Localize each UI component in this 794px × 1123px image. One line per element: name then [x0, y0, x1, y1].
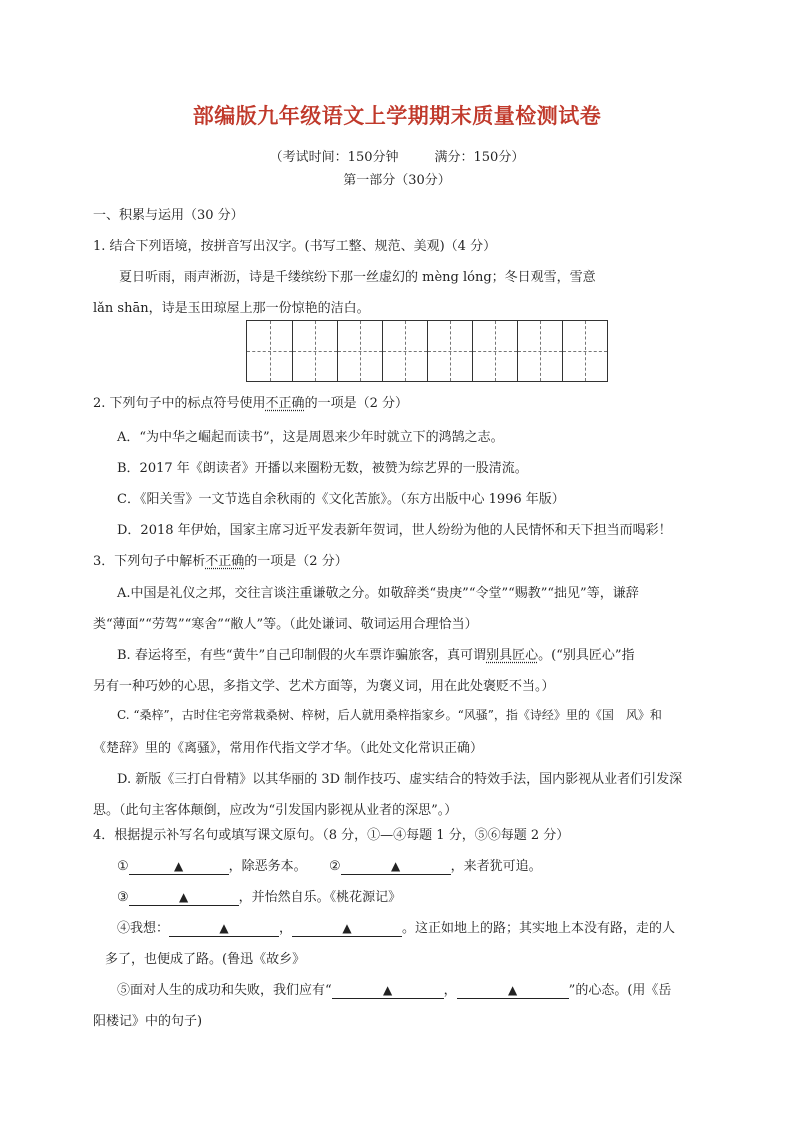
- q3-option-c-line1: C. “桑梓”，古时住宅旁常栽桑树、梓树，后人就用桑梓指家乡。“风骚”，指《诗经》里的《国 风》和: [117, 708, 662, 722]
- q3-stem: [93, 550, 348, 569]
- answer-marker-icon: ▲: [383, 983, 393, 997]
- q4-blank-5b[interactable]: [457, 984, 569, 999]
- q4-item2-text: ，来者犹可追。: [450, 859, 542, 874]
- q4-item4-pre: ④我想：: [117, 921, 170, 936]
- q2-option-a: A．“为中华之崛起而读书”，这是周恩来少年时就立下的鸿鹄之志。: [117, 430, 504, 445]
- q3-option-d-line1: D. 新版《三打白骨精》以其华丽的 3D 制作技巧、虚实结合的特效手法，国内影视从业者们引发深: [117, 772, 683, 787]
- grid-cell[interactable]: [247, 321, 292, 381]
- q1-text-line2: lǎn shān，诗是玉田琼屋上那一份惊艳的洁白。: [93, 301, 370, 316]
- q4-item-5-line2: 阳楼记》中的句子): [93, 1014, 203, 1029]
- part-heading: 第一部分（30分）: [343, 173, 451, 188]
- q4-item5-pre: ⑤面对人生的成功和失败，我们应有“: [117, 983, 332, 998]
- q3-option-b-line1: [117, 644, 635, 663]
- q3-option-c-line2: 《楚辞》里的《离骚》，常用作代指文学才华。（此处文化常识正确）: [93, 741, 484, 756]
- section-heading: 一、积累与运用（30 分）: [93, 208, 244, 223]
- answer-marker-icon: ▲: [390, 859, 401, 873]
- exam-time: （考试时间：150分钟: [269, 150, 399, 165]
- page-title: 部编版九年级语文上学期期末质量检测试卷: [192, 103, 602, 128]
- q4-item-1-2: [117, 855, 542, 875]
- q3-option-b-line2: 另有一种巧妙的心思，多指文学、艺术方面等，为褒义词，用在此处褒贬不当。）: [93, 679, 555, 694]
- q3-b-emphasis: 别具匠心: [486, 648, 539, 663]
- grid-cell[interactable]: [337, 321, 382, 381]
- q4-item-5: [117, 979, 671, 999]
- q4-blank-2[interactable]: [341, 860, 451, 875]
- grid-cell[interactable]: [562, 321, 607, 381]
- q3-option-a-line1: A.中国是礼仪之邦，交往言谈注重谦敬之分。如敬辞类“贵庚”“令堂”“赐教”“拙见”等，谦辞: [117, 586, 639, 601]
- grid-cell[interactable]: [292, 321, 337, 381]
- answer-marker-icon: ▲: [174, 859, 184, 873]
- answer-marker-icon: ▲: [342, 921, 352, 935]
- q4-item2-label: ②: [328, 859, 341, 874]
- grid-cell[interactable]: [382, 321, 427, 381]
- answer-marker-icon: ▲: [219, 921, 229, 935]
- q4-item-4-line2: 多了，也便成了路。(鲁迅《故乡》: [105, 952, 306, 967]
- q3-b-post: 。(“别具匠心”指: [538, 648, 635, 663]
- q4-blank-1[interactable]: [129, 860, 229, 875]
- q2-option-b: B．2017 年《朗读者》开播以来圈粉无数，被赞为综艺界的一股清流。: [117, 461, 528, 476]
- q4-item5-post: ”的心态。(用《岳: [568, 983, 672, 998]
- q4-blank-5a[interactable]: [332, 984, 444, 999]
- q4-blank-4a[interactable]: [169, 922, 279, 937]
- q4-item1-label: ①: [117, 859, 129, 874]
- q3-option-a-line2: 类“薄面”“劳驾”“寒舍”“敝人”等。（此处谦词、敬词运用合理恰当）: [93, 617, 478, 632]
- answer-grid[interactable]: [246, 320, 608, 382]
- q2-stem-pre: 2. 下列句子中的标点符号使用: [93, 396, 266, 411]
- q4-item-3: [117, 886, 401, 906]
- q3-stem-post: 的一项是（2 分）: [244, 554, 348, 569]
- answer-marker-icon: ▲: [179, 890, 189, 904]
- q4-item3-text: ，并怡然自乐。《桃花源记》: [238, 890, 402, 905]
- q2-option-c: C．《阳关雪》一文节选自余秋雨的《文化苦旅》。（东方出版中心 1996 年版）: [117, 492, 565, 507]
- q4-item1-text: ，除恶务本。: [228, 859, 307, 874]
- q2-option-d: D．2018 年伊始，国家主席习近平发表新年贺词，世人纷纷为他的人民情怀和天下担当而喝彩！: [117, 523, 672, 538]
- grid-cell[interactable]: [517, 321, 562, 381]
- q2-stem-post: 的一项是（2 分）: [304, 396, 408, 411]
- answer-marker-icon: ▲: [508, 983, 518, 997]
- q4-item-4: [117, 917, 675, 937]
- grid-cell[interactable]: [472, 321, 517, 381]
- q3-stem-pre: 3．下列句子中解析: [93, 554, 206, 569]
- q4-blank-4b[interactable]: [292, 922, 402, 937]
- q4-item4-mid: ，: [279, 921, 293, 936]
- exam-score: 满分：150分）: [434, 150, 525, 165]
- q2-stem-emphasis: 不正确: [265, 396, 305, 411]
- q4-item3-label: ③: [117, 890, 129, 905]
- q1-stem: 1. 结合下列语境，按拼音写出汉字。(书写工整、规范、美观)（4 分）: [93, 239, 497, 254]
- q4-stem: 4．根据提示补写名句或填写课文原句。（8 分，①—④每题 1 分，⑤⑥每题 2 分）: [93, 828, 570, 843]
- q3-stem-emphasis: 不正确: [205, 554, 245, 569]
- q3-b-pre: B. 春运将至，有些“黄牛”自己印制假的火车票诈骗旅客，真可谓: [117, 648, 487, 663]
- q2-stem: [93, 392, 408, 411]
- q4-item4-post: 。这正如地上的路；其实地上本没有路，走的人: [402, 921, 676, 936]
- q1-text-line1: 夏日听雨，雨声淅沥，诗是千缕缤纷下那一丝虚幻的 mèng lóng；冬日观雪，雪意: [119, 270, 596, 285]
- grid-cell[interactable]: [427, 321, 472, 381]
- q3-option-d-line2: 思。（此句主客体颠倒，应改为“引发国内影视从业者的深思”。）: [93, 803, 458, 818]
- exam-info: [0, 146, 794, 165]
- q4-blank-3[interactable]: [129, 891, 239, 906]
- q4-item5-mid: ，: [443, 983, 457, 998]
